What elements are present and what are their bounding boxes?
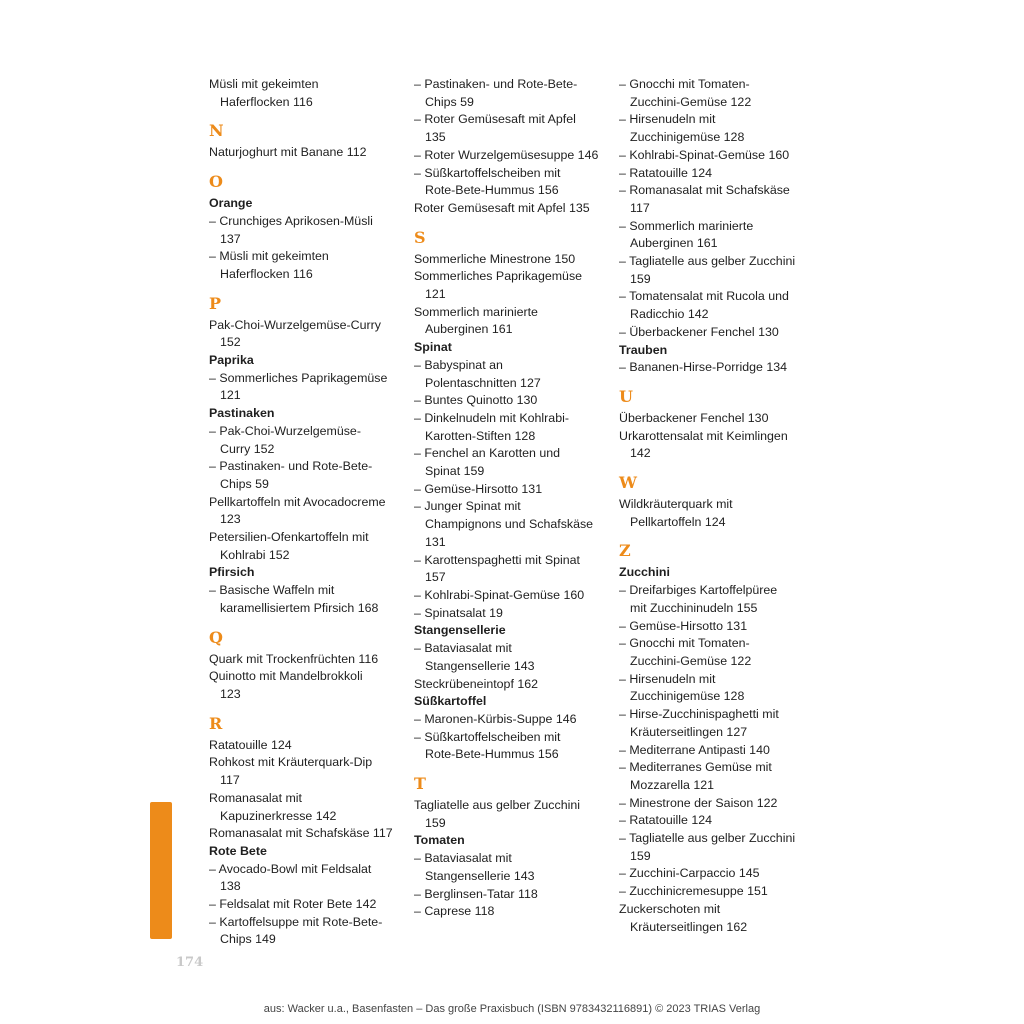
index-entry: – Zucchini-Carpaccio 145 bbox=[619, 866, 760, 881]
index-entry: – Müsli mit gekeimten bbox=[209, 249, 329, 264]
index-entry: Mozzarella 121 bbox=[630, 777, 715, 792]
index-entry: Auberginen 161 bbox=[425, 322, 513, 337]
index-column-3 bbox=[619, 76, 819, 936]
index-entry: – Karottenspaghetti mit Spinat bbox=[414, 552, 580, 567]
index-entry: – Hirsenudeln mit bbox=[619, 112, 716, 127]
index-entry: – Gemüse-Hirsotto 131 bbox=[619, 618, 748, 633]
index-entry: Chips 59 bbox=[220, 476, 269, 491]
index-entry: Pellkartoffeln mit Avocadocreme bbox=[209, 494, 386, 509]
index-entry: 159 bbox=[425, 815, 446, 830]
index-entry: – Romanasalat mit Schafskäse bbox=[619, 183, 790, 198]
index-keyword: Tomaten bbox=[414, 833, 465, 848]
index-entry: Pellkartoffeln 124 bbox=[630, 514, 726, 529]
index-entry: Karotten-Stiften 128 bbox=[425, 428, 536, 443]
index-letter-heading: Z bbox=[619, 541, 631, 561]
index-entry: – Süßkartoffelscheiben mit bbox=[414, 165, 561, 180]
index-keyword: Trauben bbox=[619, 342, 668, 357]
index-entry: Zuckerschoten mit bbox=[619, 901, 721, 916]
index-keyword: Pastinaken bbox=[209, 406, 275, 421]
index-entry: Tagliatelle aus gelber Zucchini bbox=[414, 798, 580, 813]
index-entry: – Gnocchi mit Tomaten- bbox=[619, 636, 750, 651]
index-entry: Zucchini-Gemüse 122 bbox=[630, 94, 752, 109]
index-entry: – Sommerlich marinierte bbox=[619, 218, 754, 233]
index-entry: Petersilien-Ofenkartoffeln mit bbox=[209, 530, 369, 545]
index-entry: Rote-Bete-Hummus 156 bbox=[425, 747, 559, 762]
index-entry: Champignons und Schafskäse bbox=[425, 517, 594, 532]
index-entry: – Roter Gemüsesaft mit Apfel bbox=[414, 112, 576, 127]
index-entry: Rote-Bete-Hummus 156 bbox=[425, 183, 559, 198]
index-entry: Urkarottensalat mit Keimlingen bbox=[619, 428, 788, 443]
index-entry: 121 bbox=[425, 287, 446, 302]
index-entry: – Pastinaken- und Rote-Bete- bbox=[209, 459, 373, 474]
index-entry: – Ratatouille 124 bbox=[619, 813, 712, 828]
index-entry: Quark mit Trockenfrüchten 116 bbox=[209, 651, 379, 666]
index-entry: 135 bbox=[425, 130, 446, 145]
index-entry: 117 bbox=[220, 773, 240, 788]
index-keyword: Orange bbox=[209, 196, 253, 211]
index-entry: Kräuterseitlingen 127 bbox=[630, 724, 748, 739]
index-entry: – Minestrone der Saison 122 bbox=[619, 795, 778, 810]
index-entry: – Dinkelnudeln mit Kohlrabi- bbox=[414, 410, 569, 425]
index-letter-heading: Q bbox=[209, 627, 223, 647]
index-letter-heading: P bbox=[209, 293, 222, 313]
index-entry: 152 bbox=[220, 335, 241, 350]
index-entry: – Babyspinat an bbox=[414, 357, 503, 372]
index-entry: – Caprese 118 bbox=[414, 904, 495, 919]
index-entry: Romanasalat mit Schafskäse 117 bbox=[209, 826, 393, 841]
index-entry: Rohkost mit Kräuterquark-Dip bbox=[209, 755, 373, 770]
index-entry: Ratatouille 124 bbox=[209, 737, 292, 752]
index-entry: – Tomatensalat mit Rucola und bbox=[619, 289, 789, 304]
index-entry: Chips 59 bbox=[425, 94, 474, 109]
index-entry: Steckrübeneintopf 162 bbox=[414, 676, 538, 691]
index-entry: Pak-Choi-Wurzelgemüse-Curry bbox=[209, 317, 381, 332]
index-entry: 157 bbox=[425, 570, 446, 585]
index-entry: Zucchinigemüse 128 bbox=[630, 130, 745, 145]
index-entry: 159 bbox=[630, 848, 651, 863]
index-letter-heading: S bbox=[414, 227, 426, 247]
index-letter-heading: T bbox=[414, 774, 426, 794]
index-entry: – Bananen-Hirse-Porridge 134 bbox=[619, 360, 788, 375]
index-letter-heading: W bbox=[619, 473, 637, 493]
index-entry: 121 bbox=[220, 388, 241, 403]
index-entry: – Fenchel an Karotten und bbox=[414, 446, 561, 461]
index-keyword: Spinat bbox=[414, 340, 452, 355]
index-entry: – Bataviasalat mit bbox=[414, 641, 512, 656]
index-entry: Naturjoghurt mit Banane 112 bbox=[209, 145, 367, 160]
index-entry: – Avocado-Bowl mit Feldsalat bbox=[209, 861, 372, 876]
index-entry: – Dreifarbiges Kartoffelpüree bbox=[619, 583, 778, 598]
index-letter-heading: U bbox=[619, 386, 633, 406]
index-entry: Auberginen 161 bbox=[630, 236, 718, 251]
index-entry: – Roter Wurzelgemüsesuppe 146 bbox=[414, 147, 599, 162]
index-entry: – Crunchiges Aprikosen-Müsli bbox=[209, 213, 373, 228]
index-entry: – Hirsenudeln mit bbox=[619, 671, 716, 686]
index-column-2 bbox=[414, 76, 614, 921]
index-entry: – Tagliatelle aus gelber Zucchini bbox=[619, 831, 796, 846]
index-entry: Überbackener Fenchel 130 bbox=[619, 410, 769, 425]
index-entry: 137 bbox=[220, 231, 241, 246]
index-entry: Curry 152 bbox=[220, 441, 275, 456]
index-entry: – Buntes Quinotto 130 bbox=[414, 393, 538, 408]
index-entry: – Feldsalat mit Roter Bete 142 bbox=[209, 897, 377, 912]
index-entry: Haferflocken 116 bbox=[220, 266, 313, 281]
index-keyword: Paprika bbox=[209, 353, 254, 368]
index-column-1 bbox=[209, 76, 409, 949]
index-entry: Müsli mit gekeimten bbox=[209, 77, 319, 91]
chapter-tab-marker bbox=[150, 802, 172, 939]
index-entry: – Mediterrane Antipasti 140 bbox=[619, 742, 770, 757]
index-entry: – Zucchinicremesuppe 151 bbox=[619, 884, 768, 899]
index-entry: – Maronen-Kürbis-Suppe 146 bbox=[414, 711, 577, 726]
index-entry: – Tagliatelle aus gelber Zucchini bbox=[619, 254, 796, 269]
index-entry: – Süßkartoffelscheiben mit bbox=[414, 729, 561, 744]
index-entry: Spinat 159 bbox=[425, 464, 485, 479]
index-entry: 131 bbox=[425, 534, 446, 549]
index-entry: Sommerlich marinierte bbox=[414, 304, 538, 319]
index-entry: karamellisiertem Pfirsich 168 bbox=[220, 600, 379, 615]
index-entry: – Berglinsen-Tatar 118 bbox=[414, 886, 538, 901]
index-entry: – Überbackener Fenchel 130 bbox=[619, 324, 779, 339]
index-entry: Sommerliche Minestrone 150 bbox=[414, 251, 576, 266]
index-entry: Haferflocken 116 bbox=[220, 94, 313, 109]
index-entry: – Junger Spinat mit bbox=[414, 499, 521, 514]
index-entry: Zucchini-Gemüse 122 bbox=[630, 653, 752, 668]
index-entry: 123 bbox=[220, 512, 241, 527]
index-keyword: Rote Bete bbox=[209, 843, 267, 858]
index-entry: 159 bbox=[630, 271, 651, 286]
index-entry: – Pak-Choi-Wurzelgemüse- bbox=[209, 423, 361, 438]
index-entry: Stangensellerie 143 bbox=[425, 868, 535, 883]
index-entry: Chips 149 bbox=[220, 932, 276, 947]
index-entry: – Gemüse-Hirsotto 131 bbox=[414, 481, 543, 496]
index-entry: – Gnocchi mit Tomaten- bbox=[619, 77, 750, 91]
index-keyword: Pfirsich bbox=[209, 565, 255, 580]
index-entry: Wildkräuterquark mit bbox=[619, 497, 733, 512]
index-entry: Zucchinigemüse 128 bbox=[630, 689, 745, 704]
index-entry: – Ratatouille 124 bbox=[619, 165, 712, 180]
index-entry: – Mediterranes Gemüse mit bbox=[619, 760, 772, 775]
index-entry: – Sommerliches Paprikagemüse bbox=[209, 370, 388, 385]
index-letter-heading: O bbox=[209, 172, 223, 192]
index-entry: 123 bbox=[220, 686, 241, 701]
index-entry: Roter Gemüsesaft mit Apfel 135 bbox=[414, 200, 590, 215]
index-entry: – Bataviasalat mit bbox=[414, 851, 512, 866]
index-entry: 117 bbox=[630, 200, 650, 215]
index-entry: – Pastinaken- und Rote-Bete- bbox=[414, 77, 578, 91]
index-entry: – Basische Waffeln mit bbox=[209, 583, 335, 598]
index-entry: Kapuzinerkresse 142 bbox=[220, 808, 337, 823]
index-entry: 138 bbox=[220, 879, 241, 894]
index-entry: – Spinatsalat 19 bbox=[414, 605, 503, 620]
index-entry: Sommerliches Paprikagemüse bbox=[414, 269, 583, 284]
index-entry: – Hirse-Zucchinispaghetti mit bbox=[619, 707, 779, 722]
index-keyword: Zucchini bbox=[619, 565, 670, 580]
index-entry: Stangensellerie 143 bbox=[425, 658, 535, 673]
footer-citation: aus: Wacker u.a., Basenfasten – Das große Praxisbuch (ISBN 9783432116891) © 2023 TRIAS Verlag bbox=[263, 1003, 761, 1015]
index-entry: – Kohlrabi-Spinat-Gemüse 160 bbox=[619, 147, 790, 162]
index-entry: mit Zucchininudeln 155 bbox=[630, 600, 758, 615]
index-entry: Romanasalat mit bbox=[209, 790, 302, 805]
index-entry: Kräuterseitlingen 162 bbox=[630, 919, 748, 934]
page-number: 174 bbox=[176, 955, 204, 970]
index-letter-heading: N bbox=[209, 121, 224, 141]
index-entry: 142 bbox=[630, 446, 651, 461]
index-keyword: Süßkartoffel bbox=[414, 694, 487, 709]
index-letter-heading: R bbox=[209, 713, 223, 733]
index-entry: Quinotto mit Mandelbrokkoli bbox=[209, 669, 363, 684]
index-entry: Radicchio 142 bbox=[630, 307, 709, 322]
index-keyword: Stangensellerie bbox=[414, 623, 506, 638]
index-entry: – Kohlrabi-Spinat-Gemüse 160 bbox=[414, 587, 585, 602]
index-entry: Kohlrabi 152 bbox=[220, 547, 290, 562]
index-entry: Polentaschnitten 127 bbox=[425, 375, 541, 390]
index-entry: – Kartoffelsuppe mit Rote-Bete- bbox=[209, 914, 383, 929]
